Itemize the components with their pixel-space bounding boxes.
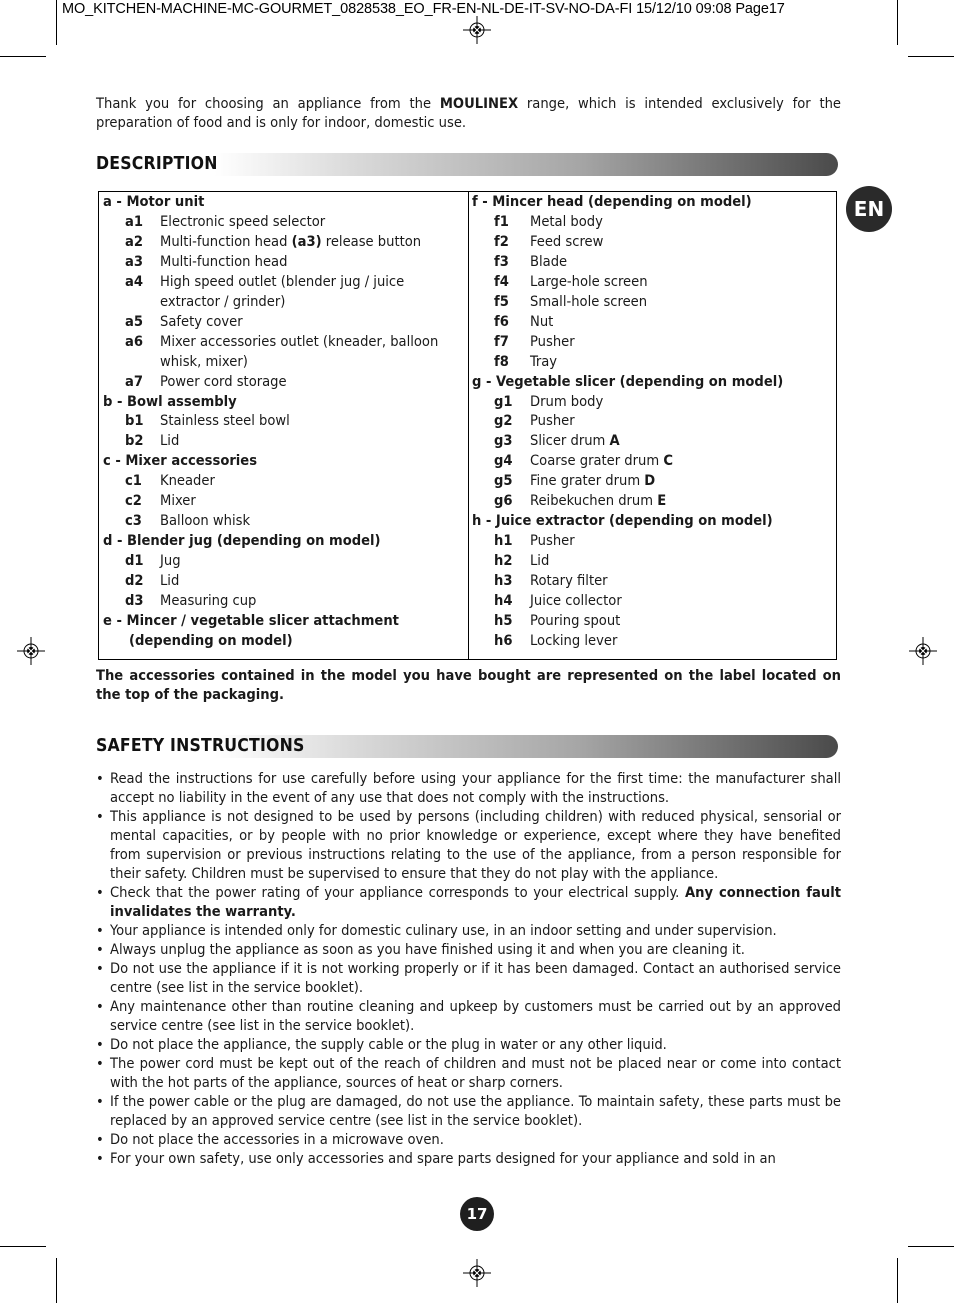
part-code: c1 <box>125 472 142 490</box>
part-label: Lid <box>160 572 180 590</box>
part-label: Multi-function head <box>160 232 292 250</box>
group-label: f - Mincer head (depending on model) <box>472 193 752 210</box>
part-label-bold: D <box>644 472 656 490</box>
group-label: a - Motor unit <box>103 193 205 210</box>
safety-text: If the power cable or the plug are damaged, do not use the appliance. To maintain safety, these parts must be replaced by an approved service centre (see list in the service booklet). <box>110 1093 841 1129</box>
part-item <box>125 272 404 292</box>
safety-text: Do not place the appliance, the supply cable or the plug in water or any other liquid. <box>110 1036 667 1053</box>
part-item <box>494 212 603 232</box>
part-label: Lid <box>530 552 550 570</box>
safety-text: Check that the power rating of your appliance corresponds to your electrical supply. <box>110 884 685 901</box>
part-item <box>125 232 421 252</box>
part-code: f5 <box>494 292 509 310</box>
part-label: Pusher <box>530 532 575 550</box>
part-label: extractor / grinder) <box>160 292 286 310</box>
part-label: Measuring cup <box>160 592 257 609</box>
brand-name: MOULINEX <box>439 95 519 112</box>
part-item <box>494 272 648 292</box>
part-label: Electronic speed selector <box>160 212 326 230</box>
part-label: whisk, mixer) <box>160 352 248 370</box>
part-item <box>494 431 620 451</box>
part-label: Pusher <box>530 332 575 350</box>
description-heading-bar <box>96 153 838 176</box>
part-code: g3 <box>494 432 513 450</box>
group-label: d - Blender jug (depending on model) <box>103 532 381 550</box>
group-label: h - Juice extractor (depending on model) <box>472 512 773 530</box>
part-code: d3 <box>125 592 144 609</box>
part-label-bold: (a3) <box>291 232 322 250</box>
part-label: Locking lever <box>530 631 618 649</box>
part-item <box>125 511 250 531</box>
safety-bullet <box>96 807 841 883</box>
part-label: Nut <box>530 312 554 330</box>
registration-mark-icon <box>909 637 937 665</box>
safety-bullet <box>96 997 841 1035</box>
part-item <box>494 611 620 631</box>
part-group-heading <box>103 192 204 212</box>
group-label: c - Mixer accessories <box>103 452 258 470</box>
part-item <box>125 571 179 591</box>
parts-table <box>98 191 837 660</box>
part-label: Stainless steel bowl <box>160 412 290 430</box>
part-code: c2 <box>125 492 142 510</box>
part-group-heading <box>103 611 399 631</box>
part-item <box>494 392 603 412</box>
crop-mark <box>56 1258 57 1303</box>
part-label: Multi-function head <box>160 252 288 270</box>
crop-mark <box>56 0 57 45</box>
part-code: a1 <box>125 212 143 230</box>
part-code: a3 <box>125 252 143 270</box>
part-code: h2 <box>494 552 513 570</box>
part-code: f6 <box>494 312 509 330</box>
safety-bullet <box>96 1092 841 1130</box>
description-heading: DESCRIPTION <box>96 154 218 174</box>
safety-text-bold: Any connection fault invalidates the warranty. <box>110 884 841 920</box>
part-code: g5 <box>494 472 513 490</box>
crop-mark <box>897 1258 898 1303</box>
part-code: a5 <box>125 312 143 330</box>
part-item <box>125 431 179 451</box>
safety-text: This appliance is not designed to be used by persons (including children) with reduced physical, sensorial or mental capacities, or by people with no prior knowledge or experience, except where they have benefited from supervision or previous instructions relating to the use of the appliance, from a person responsible for their safety. Children must be supervised to ensure that they do not play with the appliance. <box>110 808 841 882</box>
group-label: g - Vegetable slicer (depending on model) <box>472 372 784 390</box>
part-label: Pusher <box>530 412 575 430</box>
safety-text: Any maintenance other than routine cleaning and upkeep by customers must be carried out by an approved service centre (see list in the service booklet). <box>110 998 841 1034</box>
part-group-heading <box>129 631 293 651</box>
safety-heading: SAFETY INSTRUCTIONS <box>96 736 305 756</box>
part-code: f3 <box>494 252 509 270</box>
safety-bullet <box>96 959 841 997</box>
part-group-heading <box>103 451 257 471</box>
part-label: Fine grater drum <box>530 472 645 490</box>
part-code: h4 <box>494 592 513 609</box>
part-item <box>494 571 608 591</box>
part-group-heading <box>472 192 752 212</box>
part-label: Juice collector <box>530 592 622 609</box>
part-item <box>494 352 557 372</box>
crop-mark <box>0 56 46 57</box>
crop-mark <box>908 56 954 57</box>
part-code: g1 <box>494 392 513 410</box>
part-item <box>125 591 256 611</box>
part-code: f7 <box>494 332 509 350</box>
part-label: Mixer <box>160 492 196 510</box>
part-code: h6 <box>494 631 513 649</box>
accessories-note: The accessories contained in the model you have bought are represented on the label located on the top of the packaging. <box>96 667 841 703</box>
part-label: Tray <box>530 352 558 370</box>
safety-heading-bar <box>96 735 838 758</box>
part-item <box>125 551 181 571</box>
part-code: f2 <box>494 232 509 250</box>
part-label: release button <box>321 232 422 250</box>
part-code: a4 <box>125 272 143 290</box>
part-label: Balloon whisk <box>160 512 251 530</box>
part-label: Pouring spout <box>530 611 621 629</box>
registration-mark-icon <box>17 637 45 665</box>
part-label: Kneader <box>160 472 215 490</box>
safety-bullet <box>96 1130 841 1149</box>
part-item <box>125 332 438 352</box>
part-label: Coarse grater drum <box>530 452 664 470</box>
safety-bullet <box>96 921 841 940</box>
part-item <box>125 252 287 272</box>
part-code: h5 <box>494 611 513 629</box>
safety-bullet <box>96 1149 841 1168</box>
part-code: g4 <box>494 452 513 470</box>
part-item <box>494 332 575 352</box>
part-item <box>494 531 575 551</box>
part-label: Rotary filter <box>530 572 608 590</box>
part-code: g2 <box>494 412 513 430</box>
part-code: g6 <box>494 492 513 510</box>
part-label: Power cord storage <box>160 372 287 390</box>
part-label: Blade <box>530 252 568 270</box>
crop-mark <box>0 1246 46 1247</box>
part-label: Slicer drum <box>530 432 610 450</box>
registration-mark-icon <box>463 16 491 44</box>
group-label: (depending on model) <box>129 631 293 649</box>
part-label: Feed screw <box>530 232 604 250</box>
part-code: a7 <box>125 372 143 390</box>
safety-text: Your appliance is intended only for domestic culinary use, in an indoor setting and under supervision. <box>110 922 777 939</box>
part-code: a2 <box>125 232 143 250</box>
part-label: Small-hole screen <box>530 292 648 310</box>
part-label: Metal body <box>530 212 603 230</box>
page-number: 17 <box>460 1197 494 1231</box>
part-label: Mixer accessories outlet (kneader, balloon <box>160 332 439 350</box>
part-label: Drum body <box>530 392 604 410</box>
part-item <box>125 212 325 232</box>
part-item <box>494 292 647 312</box>
part-item <box>494 411 575 431</box>
part-code: d1 <box>125 552 144 570</box>
part-group-heading <box>472 372 783 392</box>
safety-bullet <box>96 1035 841 1054</box>
part-label: Lid <box>160 432 180 450</box>
part-label: Safety cover <box>160 312 243 330</box>
part-code: d2 <box>125 572 144 590</box>
group-label: e - Mincer / vegetable slicer attachment <box>103 611 399 629</box>
part-item <box>125 312 243 332</box>
part-code: h3 <box>494 572 513 590</box>
part-label-bold: C <box>663 452 673 470</box>
crop-mark <box>908 1246 954 1247</box>
part-item <box>494 312 553 332</box>
part-label-bold: E <box>657 492 667 510</box>
group-label: b - Bowl assembly <box>103 392 237 410</box>
safety-bullet <box>96 940 841 959</box>
part-code: f8 <box>494 352 509 370</box>
safety-text: Do not use the appliance if it is not working properly or if it has been damaged. Contact an authorised service centre (see list in the service booklet). <box>110 960 841 996</box>
part-group-heading <box>103 392 237 412</box>
part-code: b2 <box>125 432 144 450</box>
intro-text-start: Thank you for choosing an appliance from the <box>96 95 440 112</box>
intro-paragraph <box>96 94 841 132</box>
part-label: Reibekuchen drum <box>530 492 658 510</box>
part-item <box>160 292 285 312</box>
part-code: f4 <box>494 272 509 290</box>
part-code: b1 <box>125 412 144 430</box>
part-item <box>494 551 549 571</box>
safety-bullet <box>96 1054 841 1092</box>
safety-bullet <box>96 883 841 921</box>
table-divider <box>468 192 469 659</box>
part-item <box>494 252 567 272</box>
safety-text: For your own safety, use only accessories and spare parts designed for your appliance and sold in an <box>110 1150 776 1167</box>
part-code: c3 <box>125 512 142 530</box>
part-label: High speed outlet (blender jug / juice <box>160 272 405 290</box>
part-item <box>494 232 603 252</box>
part-item <box>125 471 215 491</box>
part-item <box>494 631 617 651</box>
part-group-heading <box>103 531 381 551</box>
print-slug: MO_KITCHEN-MACHINE-MC-GOURMET_0828538_EO_FR-EN-NL-DE-IT-SV-NO-DA-FI 15/12/10 09:08 Page17 <box>62 1 785 17</box>
safety-text: Always unplug the appliance as soon as you have finished using it and when you are cleaning it. <box>110 941 745 958</box>
part-item <box>494 591 622 611</box>
safety-text: Do not place the accessories in a microwave oven. <box>110 1131 444 1148</box>
safety-bullet <box>96 769 841 807</box>
part-code: h1 <box>494 532 513 550</box>
part-item <box>494 491 666 511</box>
part-label-bold: A <box>609 432 620 450</box>
part-item <box>494 471 655 491</box>
part-item <box>125 372 287 392</box>
part-item <box>125 411 290 431</box>
language-badge: EN <box>846 186 892 232</box>
part-item <box>125 491 196 511</box>
part-code: a6 <box>125 332 143 350</box>
part-item <box>494 451 673 471</box>
safety-text: Read the instructions for use carefully before using your appliance for the first time: the manufacturer shall accept no liability in the event of any use that does not comply with the instructions. <box>110 770 841 806</box>
part-label: Large-hole screen <box>530 272 648 290</box>
safety-list <box>96 769 841 1168</box>
safety-text: The power cord must be kept out of the reach of children and must not be placed near or come into contact with the hot parts of the appliance, sources of heat or sharp corners. <box>110 1055 841 1091</box>
part-label: Jug <box>160 552 181 570</box>
part-item <box>160 352 248 372</box>
intro-text-end: range, which is intended exclusively for the preparation of food and is only for indoor, domestic use. <box>96 95 841 131</box>
crop-mark <box>897 0 898 45</box>
part-group-heading <box>472 511 773 531</box>
part-code: f1 <box>494 212 509 230</box>
registration-mark-icon <box>463 1259 491 1287</box>
